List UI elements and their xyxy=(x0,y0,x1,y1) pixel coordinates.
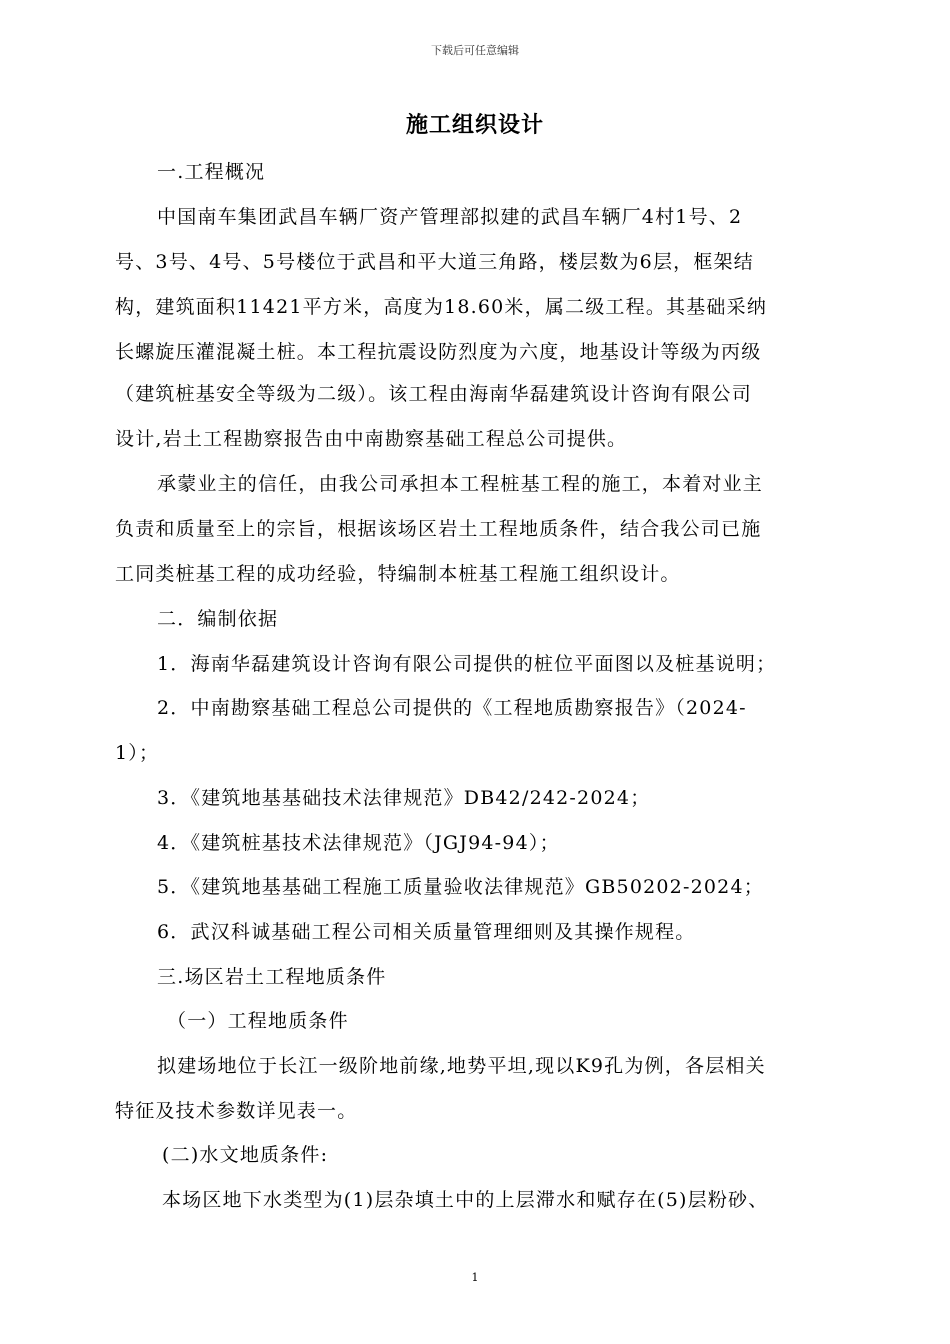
section-heading: 三.场区岩土工程地质条件 xyxy=(157,966,387,988)
list-item: 3．《建筑地基基础技术法律规范》DB42/242-2024； xyxy=(157,787,651,809)
subsection-heading: (二)水文地质条件: xyxy=(162,1144,329,1166)
subsection-heading: （一）工程地质条件 xyxy=(167,1010,349,1032)
list-item: 1）； xyxy=(115,742,160,764)
page-header: 下载后可任意编辑 xyxy=(431,44,519,57)
paragraph-line: 特征及技术参数详见表一。 xyxy=(115,1100,358,1122)
list-item: 1．海南华磊建筑设计咨询有限公司提供的桩位平面图以及桩基说明； xyxy=(157,653,777,675)
paragraph-line: 拟建场地位于长江一级阶地前缘,地势平坦,现以K9孔为例，各层相关 xyxy=(157,1055,766,1077)
paragraph-line: 本场区地下水类型为(1)层杂填土中的上层滞水和赋存在(5)层粉砂、 xyxy=(162,1189,769,1211)
paragraph-line: 号、3号、4号、5号楼位于武昌和平大道三角路，楼层数为6层，框架结 xyxy=(115,251,754,273)
page-number: 1 xyxy=(471,1271,479,1284)
paragraph-line: 负责和质量至上的宗旨，根据该场区岩土工程地质条件，结合我公司已施 xyxy=(115,518,762,540)
paragraph-line: 工同类桩基工程的成功经验，特编制本桩基工程施工组织设计。 xyxy=(115,563,681,585)
list-item: 6．武汉科诚基础工程公司相关质量管理细则及其操作规程。 xyxy=(157,921,696,943)
paragraph-line: 承蒙业主的信任，由我公司承担本工程桩基工程的施工，本着对业主 xyxy=(157,473,764,495)
paragraph-line: 设计,岩土工程勘察报告由中南勘察基础工程总公司提供。 xyxy=(115,428,628,450)
document-title: 施工组织设计 xyxy=(405,113,544,138)
section-heading: 二．编制依据 xyxy=(157,608,279,630)
list-item: 2．中南勘察基础工程总公司提供的《工程地质勘察报告》（2024- xyxy=(157,697,747,719)
section-heading: 一.工程概况 xyxy=(157,161,266,183)
paragraph-line: 构，建筑面积11421平方米，高度为18.60米，属二级工程。其基础采纳 xyxy=(115,296,768,318)
list-item: 4．《建筑桩基技术法律规范》（JGJ94-94）； xyxy=(157,832,560,854)
list-item: 5．《建筑地基基础工程施工质量验收法律规范》GB50202-2024； xyxy=(157,876,764,898)
paragraph-line: 中国南车集团武昌车辆厂资产管理部拟建的武昌车辆厂4村1号、2 xyxy=(157,206,743,228)
paragraph-line: 长螺旋压灌混凝土桩。本工程抗震设防烈度为六度，地基设计等级为丙级 xyxy=(115,341,762,363)
paragraph-line: （建筑桩基安全等级为二级）。该工程由海南华磊建筑设计咨询有限公司 xyxy=(115,383,752,405)
